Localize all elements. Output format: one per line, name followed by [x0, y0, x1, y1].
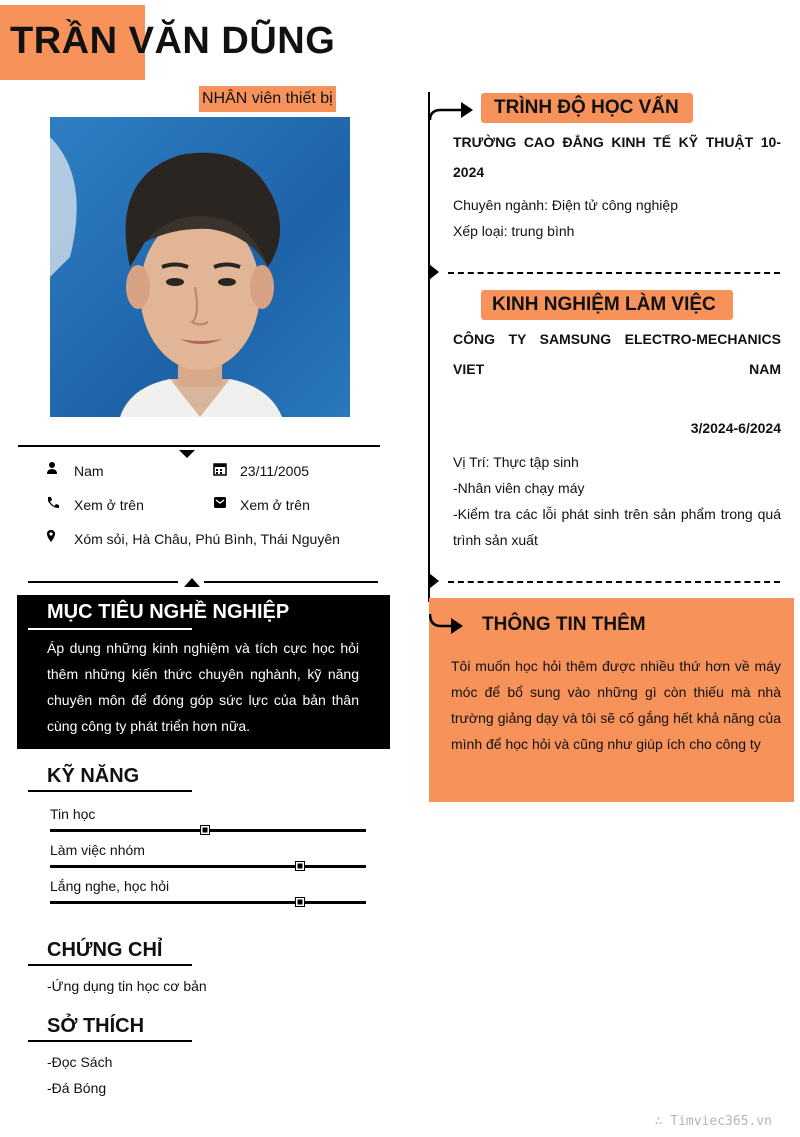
watermark: ∴ Timviec365.vn: [654, 1114, 772, 1129]
experience-dashed-divider: [448, 581, 780, 583]
email-value: Xem ở trên: [240, 497, 310, 513]
experience-line: Vị Trí: Thực tập sinh: [453, 454, 579, 470]
certificates-underline: [28, 964, 192, 966]
experience-title: KINH NGHIỆM LÀM VIỆC: [492, 294, 716, 315]
candidate-name: TRẦN VĂN DŨNG: [10, 20, 336, 62]
objective-text: Áp dụng những kinh nghiệm và tích cực học hỏi thêm những kiến thức chuyên nghành, kỹ năng chuyên môn để đóng góp sức lực của bản thân cùng công ty phát triển hơn nữa.: [47, 640, 359, 734]
certificates-title: CHỨNG CHỈ: [47, 939, 163, 961]
info-bottom-divider-right: [204, 581, 378, 583]
timeline-line: [428, 92, 430, 602]
arrow-right-icon: [429, 612, 463, 643]
divider-notch-up: [184, 574, 200, 592]
skill-bar-track: [50, 865, 366, 868]
skills-underline: [28, 790, 192, 792]
phone-icon: [46, 495, 62, 516]
profile-photo: [50, 117, 350, 417]
skill-label: Tin học: [50, 806, 96, 822]
experience-company: CÔNG TY SAMSUNG ELECTRO-MECHANICS VIET NAM: [453, 331, 781, 377]
experience-line: -Nhân viên chạy máy: [453, 480, 585, 496]
education-school: TRƯỜNG CAO ĐẲNG KINH TẾ KỸ THUẬT 10-2024: [453, 134, 781, 180]
additional-info-text: Tôi muốn học hỏi thêm được nhiều thứ hơn về máy móc để bổ sung vào những gì còn thiếu mà nhà trường giảng dạy và tôi sẽ cố gắng hết khả năng của mình để học hỏi và cũng như giúp ích cho công ty: [451, 658, 781, 752]
objective-underline: [28, 628, 192, 630]
arrow-right-icon: [429, 98, 473, 129]
birthday-value: 23/11/2005: [240, 463, 310, 479]
address-value: Xóm sỏi, Hà Châu, Phú Bình, Thái Nguyên: [74, 531, 340, 547]
skill-bar-track: [50, 901, 366, 904]
education-dashed-divider: [448, 272, 780, 274]
divider-notch-down: [179, 446, 195, 464]
hobby-item: -Đá Bóng: [47, 1080, 107, 1096]
skill-level-marker: [200, 825, 210, 835]
experience-line: -Kiểm tra các lỗi phát sinh trên sản phẩm trong quá trình sản xuất: [453, 506, 781, 548]
certificate-item: -Ứng dụng tin học cơ bản: [47, 978, 207, 994]
education-major: Chuyên ngành: Điện tử công nghiệp: [453, 197, 678, 213]
user-icon: [46, 461, 62, 482]
education-rank: Xếp loại: trung bình: [453, 223, 575, 239]
calendar-icon: [213, 461, 229, 482]
hobby-item: -Đọc Sách: [47, 1054, 113, 1070]
hobbies-title: SỞ THÍCH: [47, 1015, 145, 1037]
gender-value: Nam: [74, 463, 104, 479]
skills-title: KỸ NĂNG: [47, 765, 140, 787]
experience-period: 3/2024-6/2024: [690, 420, 781, 436]
phone-value: Xem ở trên: [74, 497, 144, 513]
hobbies-underline: [28, 1040, 192, 1042]
skill-label: Làm việc nhóm: [50, 842, 145, 858]
info-top-divider: [18, 445, 380, 447]
watermark-text: Timviec365.vn: [670, 1114, 772, 1129]
additional-info-title: THÔNG TIN THÊM: [482, 614, 646, 635]
timeline-marker: [429, 264, 439, 285]
location-pin-icon: [46, 529, 62, 550]
skill-label: Lắng nghe, học hỏi: [50, 878, 170, 894]
skill-level-marker: [295, 861, 305, 871]
objective-title: MỤC TIÊU NGHỀ NGHIỆP: [47, 601, 290, 623]
job-title: NHÂN viên thiết bị: [199, 86, 336, 112]
timeline-marker: [429, 573, 439, 594]
info-bottom-divider-left: [28, 581, 178, 583]
skill-level-marker: [295, 897, 305, 907]
education-title: TRÌNH ĐỘ HỌC VẤN: [494, 97, 679, 118]
email-icon: [213, 495, 229, 516]
